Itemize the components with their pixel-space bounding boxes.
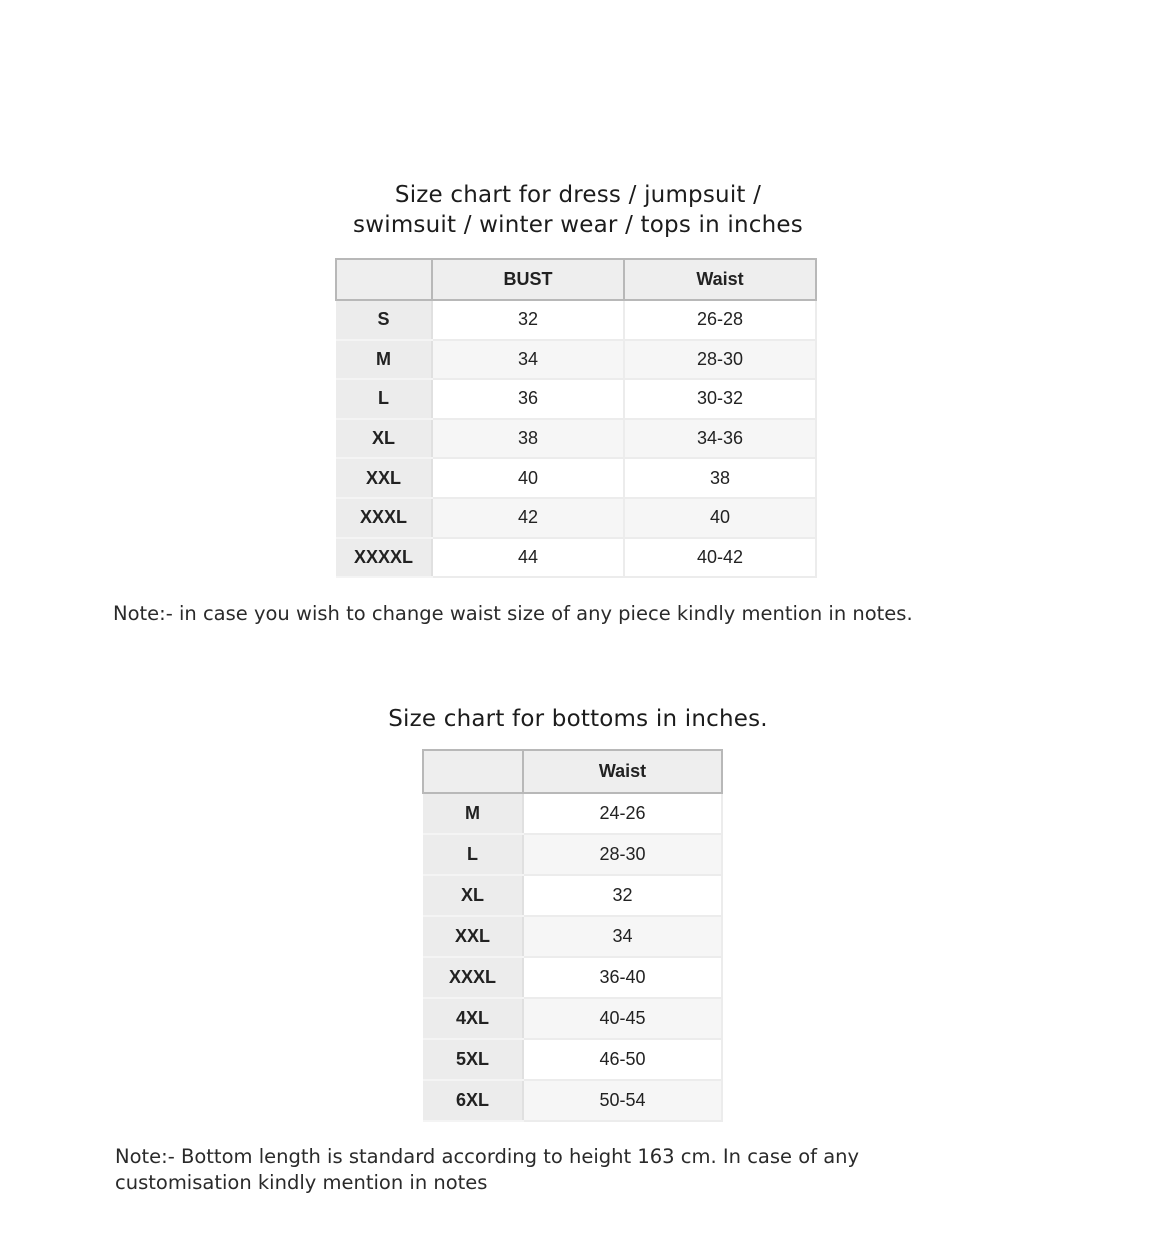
waist-cell: 46-50	[523, 1039, 722, 1080]
waist-cell: 26-28	[624, 300, 816, 340]
top-table-header-bust: BUST	[432, 259, 624, 300]
waist-cell: 50-54	[523, 1080, 722, 1121]
bust-cell: 38	[432, 419, 624, 459]
bottom-chart-note-line2: customisation kindly mention in notes	[115, 1171, 488, 1194]
waist-cell: 28-30	[624, 340, 816, 380]
waist-cell: 34-36	[624, 419, 816, 459]
bust-cell: 40	[432, 458, 624, 498]
table-row	[423, 875, 722, 916]
size-cell: S	[336, 300, 432, 340]
bust-cell: 36	[432, 379, 624, 419]
top-chart-note: Note:- in case you wish to change waist size of any piece kindly mention in notes.	[113, 602, 913, 625]
top-chart-title-line1: Size chart for dress / jumpsuit /	[394, 182, 762, 208]
waist-cell: 28-30	[523, 834, 722, 875]
size-cell: 5XL	[423, 1039, 523, 1080]
waist-cell: 36-40	[523, 957, 722, 998]
waist-cell: 32	[523, 875, 722, 916]
size-cell: L	[423, 834, 523, 875]
size-cell: 6XL	[423, 1080, 523, 1121]
table-row	[336, 458, 816, 498]
size-cell: XL	[423, 875, 523, 916]
waist-cell: 40-42	[624, 538, 816, 578]
table-row	[336, 419, 816, 459]
size-cell: XXL	[336, 458, 432, 498]
table-row	[336, 300, 816, 340]
table-row	[423, 998, 722, 1039]
size-cell: XL	[336, 419, 432, 459]
size-cell: XXL	[423, 916, 523, 957]
table-row	[423, 793, 722, 834]
waist-cell: 40-45	[523, 998, 722, 1039]
bottom-table-header-row	[423, 750, 722, 793]
bottom-table-header-waist: Waist	[523, 750, 722, 793]
size-cell: XXXL	[423, 957, 523, 998]
table-row	[336, 340, 816, 380]
bottom-chart-title-text: Size chart for bottoms in inches.	[388, 706, 768, 732]
waist-cell: 34	[523, 916, 722, 957]
waist-cell: 40	[624, 498, 816, 538]
bottom-chart-title	[0, 704, 1156, 734]
top-table-header-waist: Waist	[624, 259, 816, 300]
bust-cell: 32	[432, 300, 624, 340]
bust-cell: 42	[432, 498, 624, 538]
top-table-header-size	[336, 259, 432, 300]
table-row	[336, 538, 816, 578]
table-row	[423, 834, 722, 875]
top-chart-title-line2: swimsuit / winter wear / tops in inches	[353, 212, 803, 238]
table-row	[423, 1080, 722, 1121]
size-cell: L	[336, 379, 432, 419]
bottom-chart-note-line1: Note:- Bottom length is standard according to height 163 cm. In case of any	[115, 1145, 860, 1168]
table-row	[423, 1039, 722, 1080]
bust-cell: 44	[432, 538, 624, 578]
bust-cell: 34	[432, 340, 624, 380]
waist-cell: 38	[624, 458, 816, 498]
bottom-chart-note	[115, 1144, 859, 1196]
size-cell: M	[336, 340, 432, 380]
top-size-table	[335, 258, 817, 578]
size-cell: M	[423, 793, 523, 834]
size-cell: XXXL	[336, 498, 432, 538]
bottom-table-header-size	[423, 750, 523, 793]
table-row	[423, 957, 722, 998]
table-row	[336, 498, 816, 538]
table-row	[336, 379, 816, 419]
top-table-header-row	[336, 259, 816, 300]
top-chart-title	[0, 180, 1156, 240]
waist-cell: 30-32	[624, 379, 816, 419]
table-row	[423, 916, 722, 957]
size-cell: XXXXL	[336, 538, 432, 578]
size-cell: 4XL	[423, 998, 523, 1039]
bottom-size-table	[422, 749, 723, 1122]
waist-cell: 24-26	[523, 793, 722, 834]
